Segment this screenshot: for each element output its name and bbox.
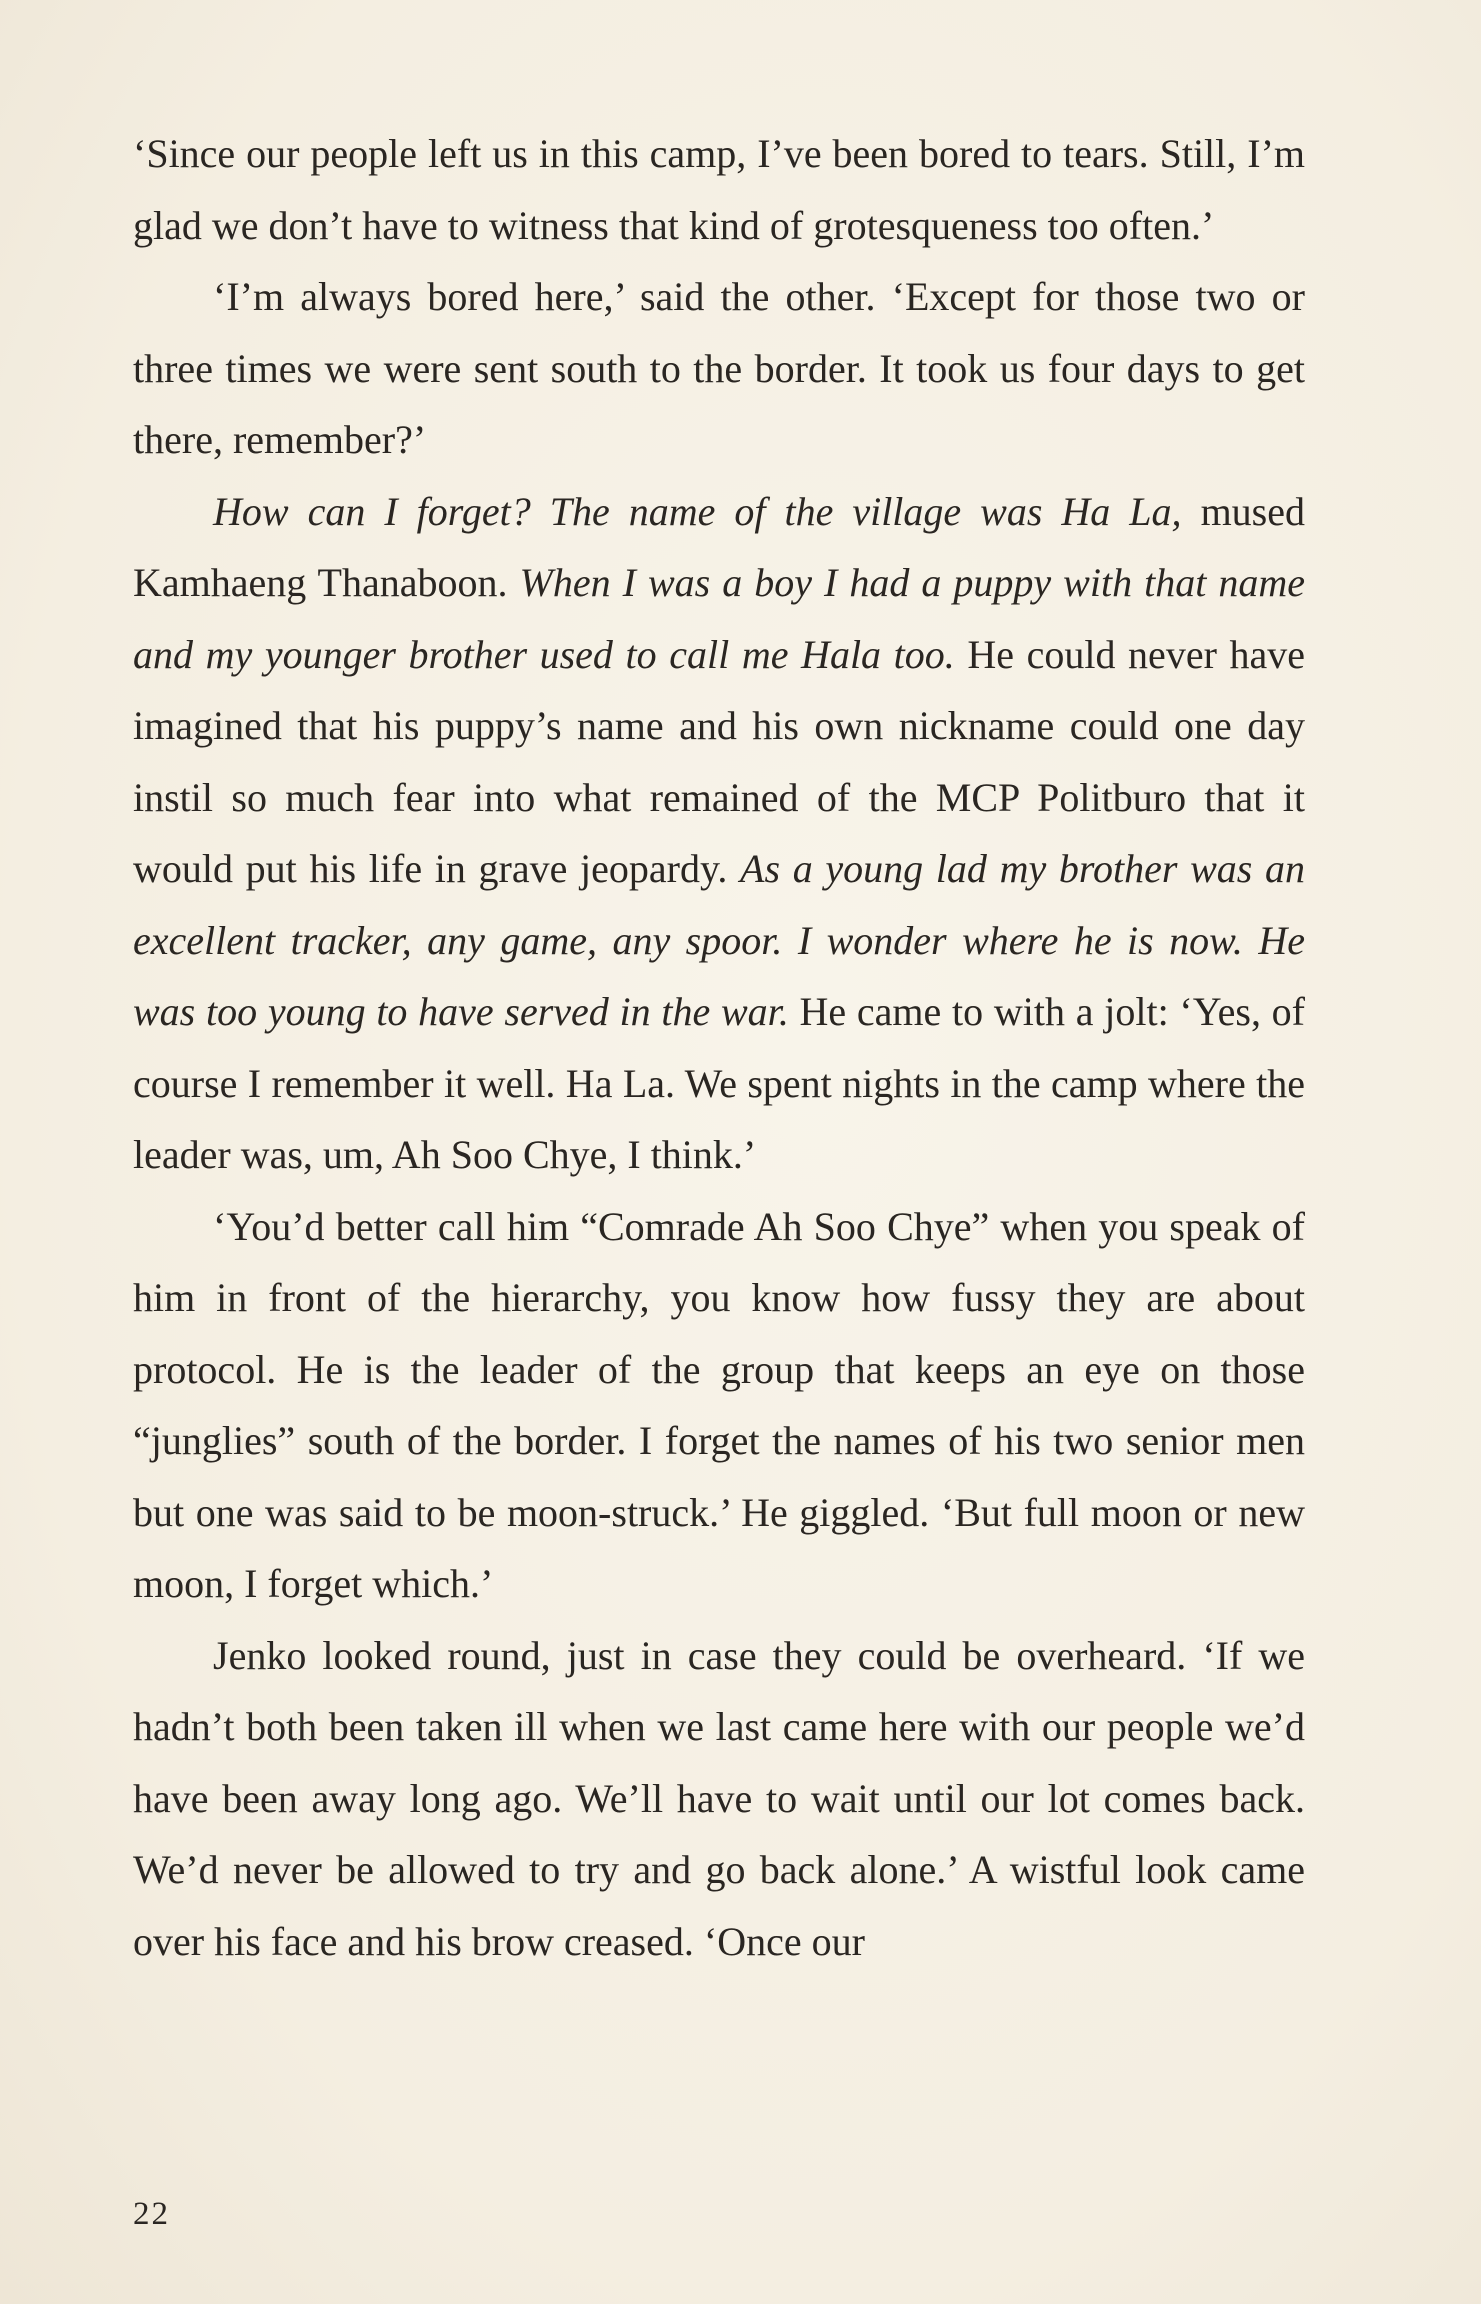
text-run: He came to with a jolt: ‘Yes, of course I remember it well. Ha La. We spent nights in the camp where the leader was, um, Ah Soo Chye, I think.’ xyxy=(133,989,1305,1177)
text-run: mused Kamhaeng Thanaboon. xyxy=(133,488,1305,605)
text-run: ‘Since our people left us in this camp, I’ve been bored to tears. Still, I’m glad we don’t have to witness that kind of grotesqueness too often.’ xyxy=(133,131,1305,248)
paragraph-2 xyxy=(133,261,1305,476)
text-run: ‘I’m always bored here,’ said the other. ‘Except for those two or three times we were sent south to the border. It took us four days to get there, remember?’ xyxy=(133,274,1305,462)
text-run: Jenko looked round, just in case they could be overheard. ‘If we hadn’t both been taken ill when we last came here with our people we’d have been away long ago. We’ll have to wait until our lot comes back. We’d never be allowed to try and go back alone.’ A wistful look came over his face and his brow creased. ‘Once our xyxy=(133,1632,1305,1964)
paragraph-5 xyxy=(133,1620,1305,1978)
paragraph-4 xyxy=(133,1191,1305,1620)
page-number: 22 xyxy=(133,2196,170,2232)
text-run: ‘You’d better call him “Comrade Ah Soo Chye” when you speak of him in front of the hierarchy, you know how fussy they are about protocol. He is the leader of the group that keeps an eye on those “junglies” south of the border. I forget the names of his two senior men but one was said to be moon-struck.’ He giggled. ‘But full moon or new moon, I forget which.’ xyxy=(133,1203,1305,1606)
italic-thought: How can I forget? The name of the village was Ha La, xyxy=(213,488,1182,534)
paragraph-3 xyxy=(133,476,1305,1191)
body-text xyxy=(133,118,1305,1977)
italic-thought: When I was a boy I had a puppy with that name and my younger brother used to call me Hala too. xyxy=(133,560,1305,677)
text-run: He could never have imagined that his puppy’s name and his own nickname could one day instil so much fear into what remained of the MCP Politburo that it would put his life in grave jeopardy. xyxy=(133,631,1305,891)
italic-thought: As a young lad my brother was an excellent tracker, any game, any spoor. I wonder where he is now. He was too young to have served in the war. xyxy=(133,846,1305,1034)
paragraph-1 xyxy=(133,118,1305,261)
